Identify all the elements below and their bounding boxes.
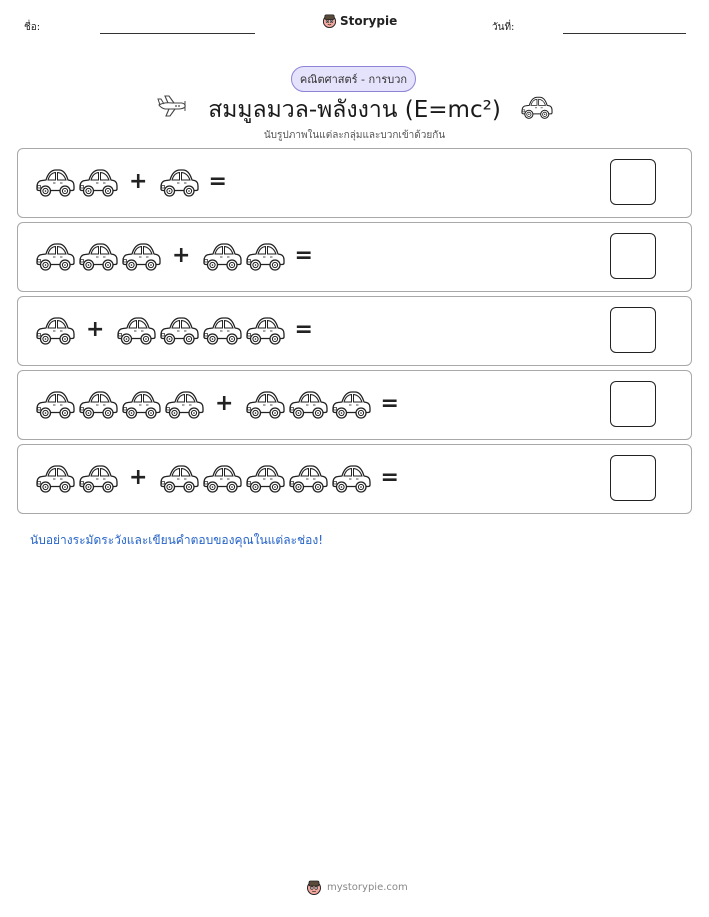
car-icon: [78, 388, 119, 420]
equals-sign: =: [294, 317, 313, 342]
equals-sign: =: [208, 169, 227, 194]
answer-box[interactable]: [610, 307, 656, 353]
plus-sign: +: [86, 317, 105, 342]
car-icon: [245, 388, 286, 420]
brand-name: Storypie: [340, 13, 398, 28]
problem-equation: [35, 388, 399, 420]
car-icon: [331, 388, 372, 420]
car-icon: [288, 462, 329, 494]
equals-sign: =: [294, 243, 313, 268]
worksheet-subtitle: นับรูปภาพในแต่ละกลุ่มและบวกเข้าด้วยกัน: [263, 130, 446, 141]
car-icon: [35, 240, 76, 272]
car-icon: [35, 314, 76, 346]
car-icon: [164, 388, 205, 420]
answer-box[interactable]: [610, 233, 656, 279]
category-label: คณิตศาสตร์ - การบวก: [299, 73, 408, 86]
date-label: วันที่:: [492, 22, 515, 33]
car-icon: [331, 462, 372, 494]
name-label: ชื่อ:: [24, 22, 41, 33]
brand: [322, 13, 397, 28]
problem-row: [17, 444, 692, 514]
storypie-logo-icon: [322, 13, 337, 28]
car-icon: [202, 314, 243, 346]
car-icon: [35, 388, 76, 420]
answer-box[interactable]: [610, 455, 656, 501]
answer-box[interactable]: [610, 159, 656, 205]
storypie-logo-icon: [306, 879, 322, 895]
category-pill: [291, 66, 416, 92]
car-icon: [35, 462, 76, 494]
problem-row: [17, 222, 692, 292]
car-icon: [288, 388, 329, 420]
problem-equation: [35, 240, 313, 272]
car-icon: [202, 462, 243, 494]
car-icon: [245, 240, 286, 272]
equals-sign: =: [380, 465, 399, 490]
equals-sign: =: [380, 391, 399, 416]
car-icon: [245, 314, 286, 346]
worksheet-title: สมมูลมวล-พลังงาน (E=mc²): [208, 97, 501, 123]
plus-sign: +: [129, 465, 148, 490]
date-line[interactable]: [563, 33, 686, 34]
plus-sign: +: [172, 243, 191, 268]
car-icon: [35, 166, 76, 198]
footer-site: mystorypie.com: [327, 881, 408, 893]
instruction-note: นับอย่างระมัดระวังและเขียนคำตอบของคุณในแต่ละช่อง!: [30, 533, 324, 547]
car-icon: [78, 462, 119, 494]
car-icon: [121, 240, 162, 272]
problem-row: [17, 296, 692, 366]
car-icon: [78, 166, 119, 198]
plus-sign: +: [215, 391, 234, 416]
car-icon: [78, 240, 119, 272]
problem-row: [17, 148, 692, 218]
problem-equation: [35, 462, 399, 494]
footer: [306, 879, 408, 895]
answer-box[interactable]: [610, 381, 656, 427]
plus-sign: +: [129, 169, 148, 194]
car-icon: [121, 388, 162, 420]
problem-equation: [35, 314, 313, 346]
name-line[interactable]: [100, 33, 255, 34]
car-icon: [202, 240, 243, 272]
car-icon: [116, 314, 157, 346]
car-icon: [159, 314, 200, 346]
problem-equation: [35, 166, 227, 198]
car-icon: [159, 462, 200, 494]
problem-row: [17, 370, 692, 440]
car-icon: [159, 166, 200, 198]
car-icon: [245, 462, 286, 494]
